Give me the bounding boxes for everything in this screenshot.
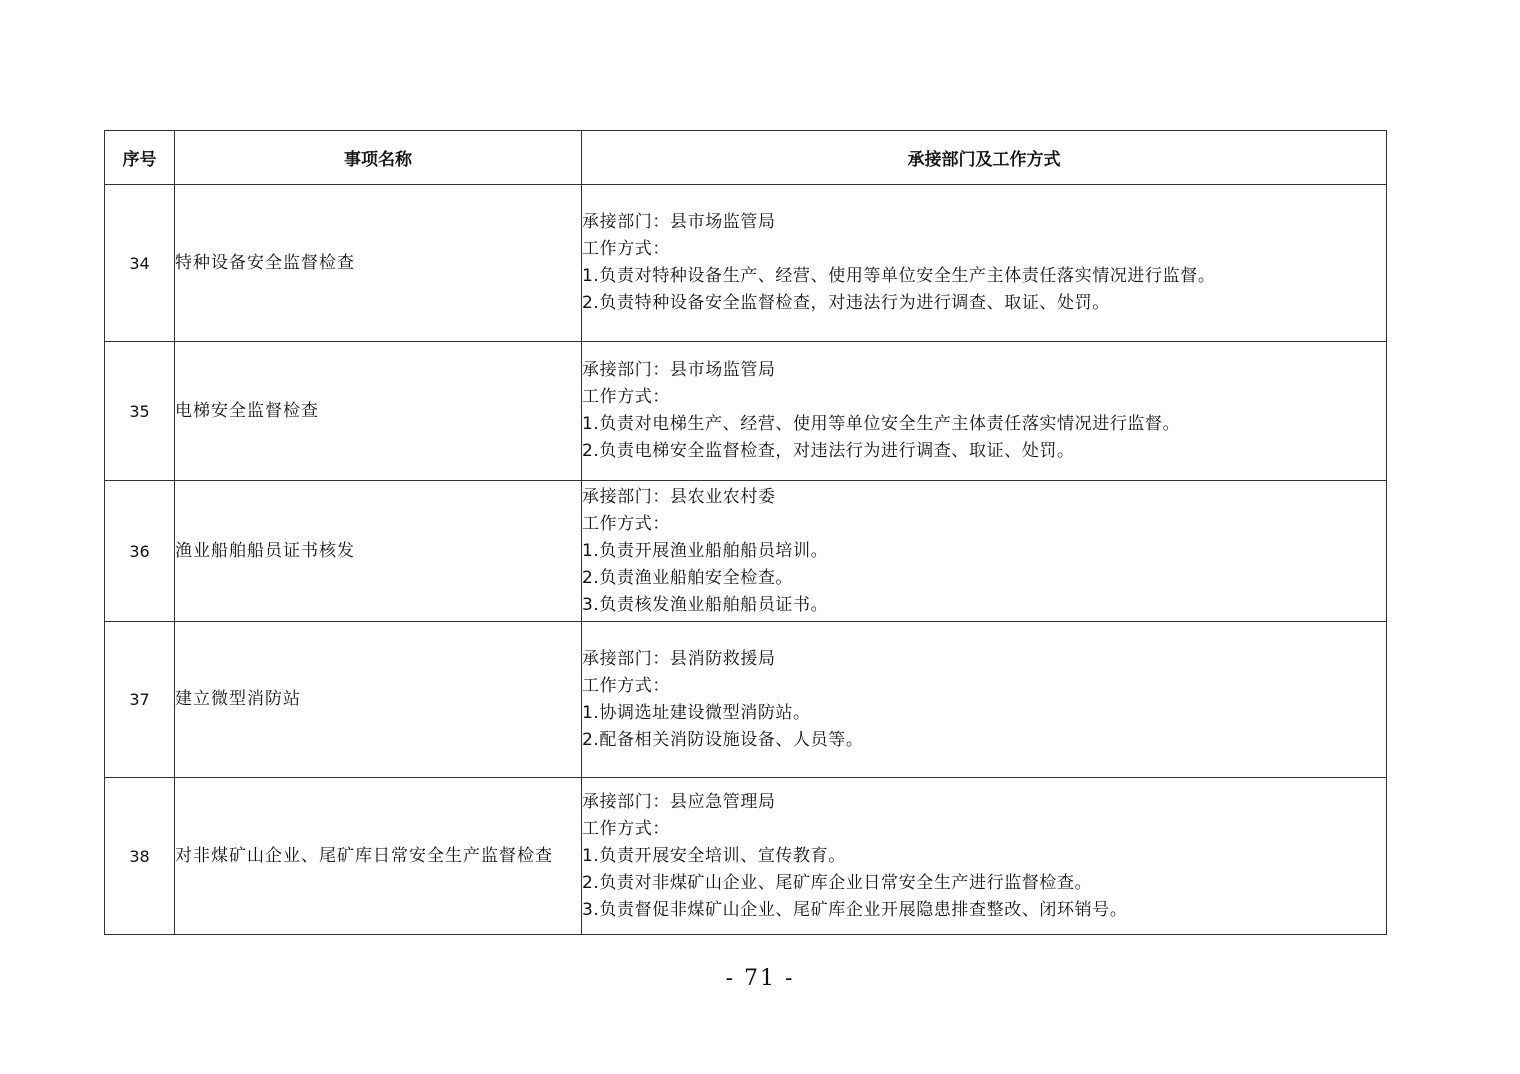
method-item: 2.负责渔业船舶安全检查。 xyxy=(582,567,794,588)
method-item: 2.负责特种设备安全监督检查，对违法行为进行调查、取证、处罚。 xyxy=(582,293,1110,313)
dept-line: 承接部门：县市场监管局 xyxy=(582,212,776,232)
method-label: 工作方式： xyxy=(582,513,670,534)
table-row xyxy=(105,342,1387,481)
table-row xyxy=(105,622,1387,778)
dept-line: 承接部门：县市场监管局 xyxy=(582,360,776,380)
row-dept-method xyxy=(582,622,1387,778)
row-item-name: 电梯安全监督检查 xyxy=(175,342,582,481)
row-seq: 38 xyxy=(105,778,175,935)
header-seq: 序号 xyxy=(105,131,175,185)
row-seq: 37 xyxy=(105,622,175,778)
table-row xyxy=(105,185,1387,342)
method-item: 2.配备相关消防设施设备、人员等。 xyxy=(582,729,864,750)
row-dept-method xyxy=(582,481,1387,622)
row-item-name: 建立微型消防站 xyxy=(175,622,582,778)
row-item-name: 特种设备安全监督检查 xyxy=(175,185,582,342)
row-dept-method xyxy=(582,778,1387,935)
method-item: 1.协调选址建设微型消防站。 xyxy=(582,702,811,723)
row-seq: 36 xyxy=(105,481,175,622)
responsibility-table xyxy=(104,130,1387,935)
method-item: 3.负责督促非煤矿山企业、尾矿库企业开展隐患排查整改、闭环销号。 xyxy=(582,899,1128,920)
method-item: 1.负责对特种设备生产、经营、使用等单位安全生产主体责任落实情况进行监督。 xyxy=(582,266,1216,286)
row-seq: 35 xyxy=(105,342,175,481)
row-item-name: 渔业船舶船员证书核发 xyxy=(175,481,582,622)
header-dept-method: 承接部门及工作方式 xyxy=(582,131,1387,185)
row-item-name: 对非煤矿山企业、尾矿库日常安全生产监督检查 xyxy=(175,778,582,935)
method-label: 工作方式： xyxy=(582,239,670,259)
dept-line: 承接部门：县应急管理局 xyxy=(582,791,776,812)
page-number: - 71 - xyxy=(725,966,795,991)
dept-line: 承接部门：县消防救援局 xyxy=(582,648,776,669)
table-row xyxy=(105,778,1387,935)
method-item: 3.负责核发渔业船舶船员证书。 xyxy=(582,594,829,615)
row-dept-method xyxy=(582,342,1387,481)
method-item: 1.负责开展安全培训、宣传教育。 xyxy=(582,845,846,866)
method-label: 工作方式： xyxy=(582,675,670,696)
row-dept-method xyxy=(582,185,1387,342)
table-header-row xyxy=(105,131,1387,185)
dept-line: 承接部门：县农业农村委 xyxy=(582,486,776,507)
method-label: 工作方式： xyxy=(582,387,670,407)
method-item: 2.负责电梯安全监督检查，对违法行为进行调查、取证、处罚。 xyxy=(582,441,1075,461)
header-item-name: 事项名称 xyxy=(175,131,582,185)
method-item: 1.负责对电梯生产、经营、使用等单位安全生产主体责任落实情况进行监督。 xyxy=(582,414,1181,434)
row-seq: 34 xyxy=(105,185,175,342)
table-row xyxy=(105,481,1387,622)
method-item: 1.负责开展渔业船舶船员培训。 xyxy=(582,540,829,561)
method-item: 2.负责对非煤矿山企业、尾矿库企业日常安全生产进行监督检查。 xyxy=(582,872,1093,893)
method-label: 工作方式： xyxy=(582,818,670,839)
